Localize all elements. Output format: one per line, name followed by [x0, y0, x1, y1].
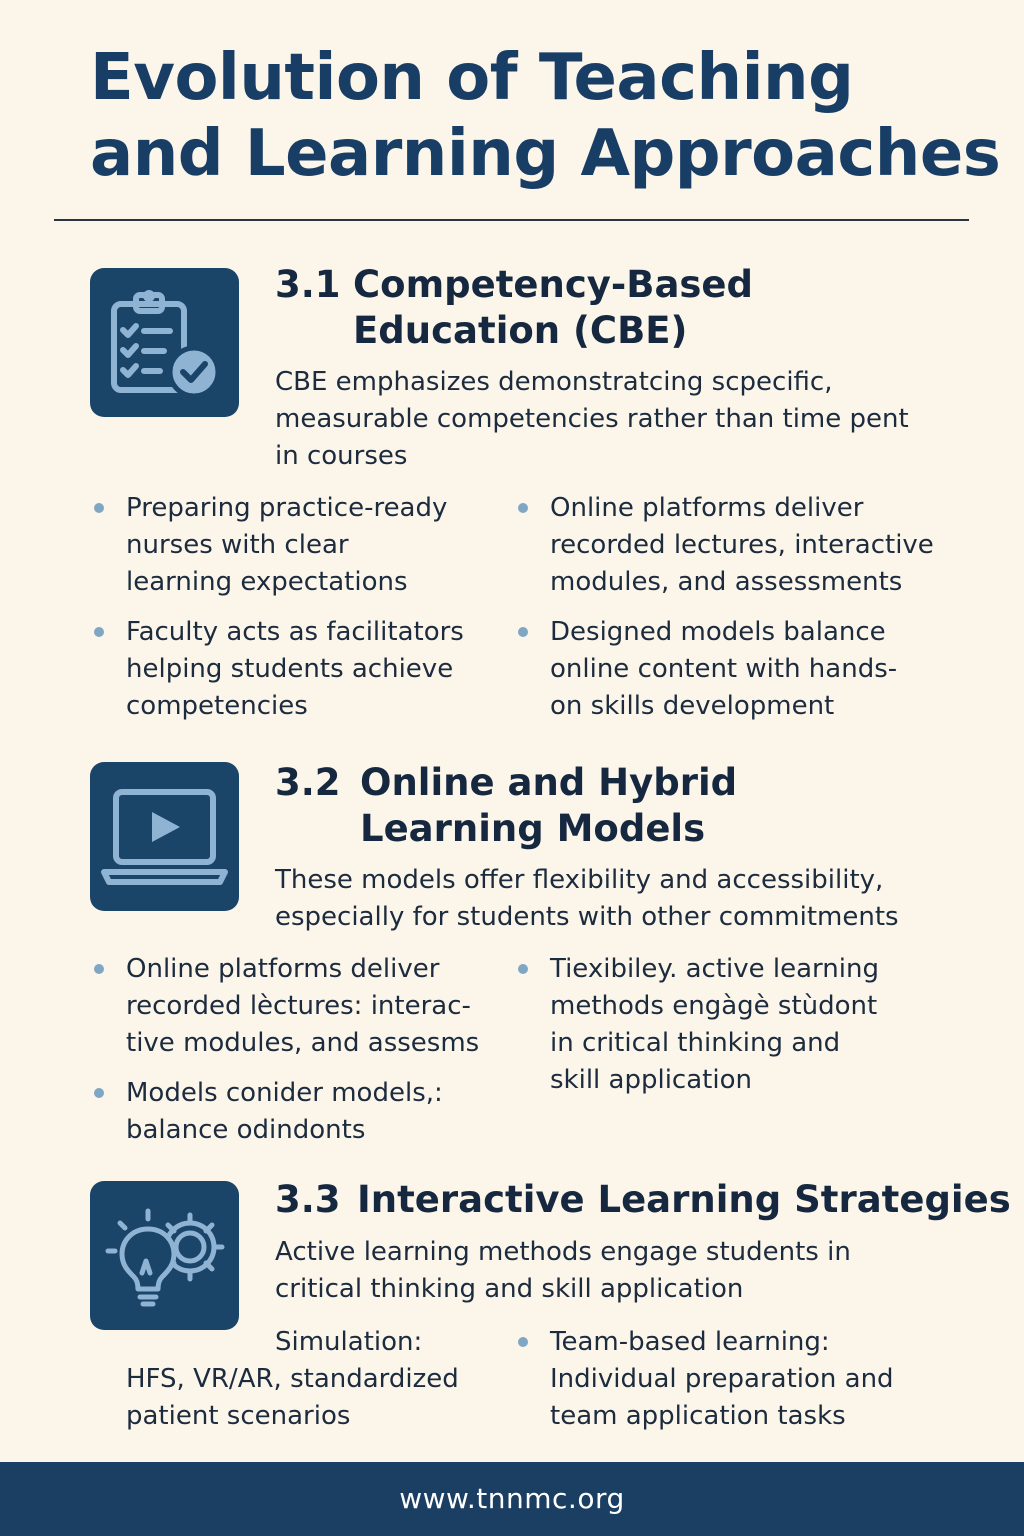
list-item-line: on skills development	[550, 691, 835, 721]
laptop-play-icon	[90, 762, 239, 911]
list-item-line: Faculty acts as facilitators	[126, 617, 464, 647]
list-item-line: patient scenarios	[126, 1401, 351, 1431]
list-item-line: Preparing practice-ready	[126, 493, 448, 523]
list-item-line: Online platforms deliver	[550, 493, 864, 523]
list-item-line: nurses with clear	[126, 530, 349, 560]
description-line: Active learning methods engage students in	[275, 1237, 851, 1267]
bullet-dot	[518, 1337, 528, 1347]
title-divider	[54, 219, 969, 221]
list-item-line: tive modules, and assesms	[126, 1028, 480, 1058]
clipboard-checklist-icon	[90, 268, 239, 417]
page-title-line-2: and Learning Approaches	[90, 117, 1001, 191]
list-item-line: team application tasks	[550, 1401, 846, 1431]
list-item-line: Team-based learning:	[550, 1327, 830, 1357]
footer-bar	[0, 1462, 1024, 1536]
list-item-line: online content with hands-	[550, 654, 898, 684]
section-number: 3.1	[275, 263, 341, 306]
bullet-dot	[518, 503, 528, 513]
description-line: especially for students with other commitments	[275, 902, 899, 932]
page-title	[90, 40, 1001, 192]
list-item-line: recorded lèctures: interac-	[126, 991, 471, 1021]
description-line: CBE emphasizes demonstratcing scpecific,	[275, 367, 833, 397]
section-title-line: Online and Hybrid	[360, 761, 738, 804]
bullet-dot	[518, 627, 528, 637]
lightbulb-gear-icon	[90, 1181, 239, 1330]
description-line: These models offer flexibility and accessibility,	[275, 865, 884, 895]
section-title-line: Interactive Learning Strategies	[357, 1178, 1011, 1221]
bullet-dot	[94, 1088, 104, 1098]
page-title-line-1: Evolution of Teaching	[90, 41, 854, 115]
section-description	[275, 1234, 975, 1308]
list-item-line: methods engàgè stùdont	[550, 991, 878, 1021]
bullet-dot	[94, 964, 104, 974]
list-item-line: skill application	[550, 1065, 752, 1095]
bullet-dot	[518, 964, 528, 974]
description-line: in courses	[275, 441, 408, 471]
list-item-line: Models conider models,:	[126, 1078, 443, 1108]
list-item-line: HFS, VR/AR, standardized	[126, 1364, 459, 1394]
list-item-line: helping students achieve	[126, 654, 454, 684]
simulation-item	[126, 1324, 459, 1435]
list-item-line: Online platforms deliver	[126, 954, 440, 984]
section-title-line: Education (CBE)	[353, 309, 688, 352]
list-item-line: recorded lectures, interactive	[550, 530, 934, 560]
description-line: critical thinking and skill application	[275, 1274, 744, 1304]
list-item-line: modules, and assessments	[550, 567, 903, 597]
description-line: measurable competencies rather than time pent	[275, 404, 909, 434]
section-number: 3.3	[275, 1178, 341, 1221]
list-item-line: balance odindonts	[126, 1115, 366, 1145]
section-number: 3.2	[275, 761, 341, 804]
list-item-line: Tiexibiley. active learning	[550, 954, 879, 984]
bullet-dot	[94, 503, 104, 513]
list-item-line: in critical thinking and	[550, 1028, 841, 1058]
section-description	[275, 862, 975, 936]
bullet-dot	[94, 627, 104, 637]
section-title-line: Competency-Based	[353, 263, 754, 306]
list-item-line: Designed models balance	[550, 617, 886, 647]
section-title-line: Learning Models	[360, 807, 706, 850]
footer-url-link[interactable]: www.tnnmc.org	[399, 1482, 625, 1515]
list-item-line: competencies	[126, 691, 308, 721]
list-item-line: Simulation:	[275, 1327, 423, 1357]
section-description	[275, 364, 975, 475]
list-item-line: Individual preparation and	[550, 1364, 894, 1394]
list-item-line: learning expectations	[126, 567, 408, 597]
